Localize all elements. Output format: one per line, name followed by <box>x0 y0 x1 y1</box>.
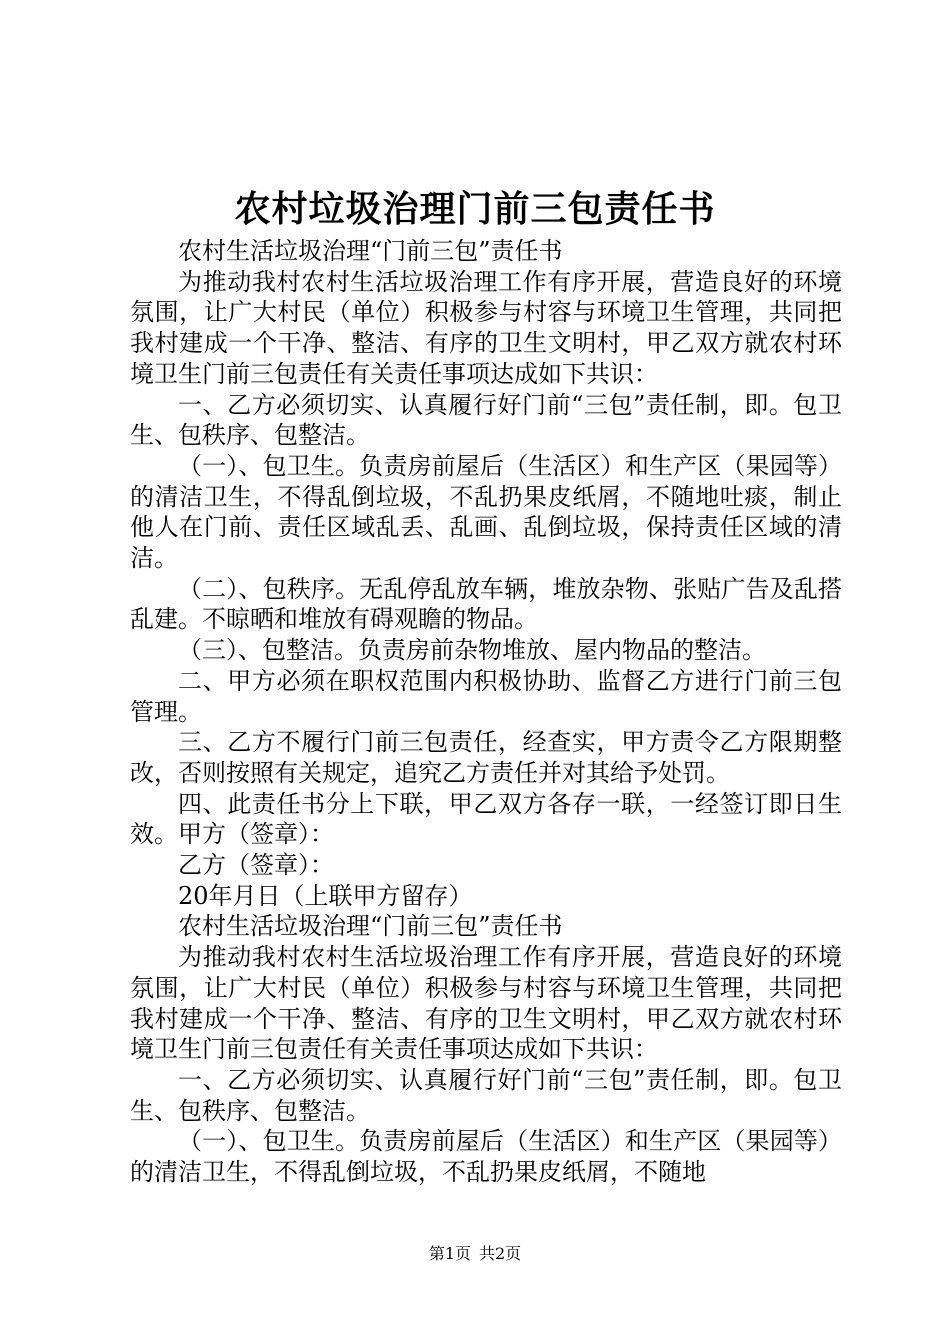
date-line: 20年月日（上联甲方留存） <box>178 881 473 910</box>
paragraph: （一）、包卫生。负责房前屋后（生活区）和生产区（果园等）的清洁卫生，不得乱倒垃圾，不乱扔果皮纸屑，不随地 <box>130 1127 842 1187</box>
paragraph: 四、此责任书分上下联，甲乙双方各存一联，一经签订即日生效。甲方（签章）： <box>130 789 842 849</box>
paragraph: 农村生活垃圾治理“门前三包”责任书 <box>178 237 563 265</box>
paragraph: 一、乙方必须切实、认真履行好门前“三包”责任制，即。包卫生、包秩序、包整洁。 <box>130 1065 842 1125</box>
document-body <box>130 236 842 1188</box>
page-total: 共2页 <box>479 1244 522 1263</box>
document-title: 农村垃圾治理门前三包责任书 <box>234 188 716 230</box>
paragraph: 为推动我村农村生活垃圾治理工作有序开展，营造良好的环境氛围，让广大村民（单位）积极参与村容与环境卫生管理，共同把我村建成一个干净、整洁、有序的卫生文明村，甲乙双方就农村环境卫生门前三包责任有关责任事项达成如下共识： <box>130 943 842 1064</box>
page-number: 第1页 <box>428 1244 471 1263</box>
paragraph: 一、乙方必须切实、认真履行好门前“三包”责任制，即。包卫生、包秩序、包整洁。 <box>130 390 842 450</box>
page-footer <box>0 1243 950 1265</box>
paragraph: （三）、包整洁。负责房前杂物堆放、屋内物品的整洁。 <box>178 636 766 665</box>
paragraph: 二、甲方必须在职权范围内积极协助、监督乙方进行门前三包管理。 <box>130 666 842 726</box>
paragraph: 为推动我村农村生活垃圾治理工作有序开展，营造良好的环境氛围，让广大村民（单位）积极参与村容与环境卫生管理，共同把我村建成一个干净、整洁、有序的卫生文明村，甲乙双方就农村环境卫生门前三包责任有关责任事项达成如下共识： <box>130 267 842 388</box>
paragraph: 三、乙方不履行门前三包责任，经查实，甲方责令乙方限期整改，否则按照有关规定，追究乙方责任并对其给予处罚。 <box>130 728 842 787</box>
paragraph: （二）、包秩序。无乱停乱放车辆，堆放杂物、张贴广告及乱搭乱建。不晾晒和堆放有碍观瞻的物品。 <box>130 574 842 634</box>
paragraph: （一）、包卫生。负责房前屋后（生活区）和生产区（果园等）的清洁卫生，不得乱倒垃圾，不乱扔果皮纸屑，不随地吐痰，制止他人在门前、责任区域乱丢、乱画、乱倒垃圾，保持责任区域的清洁。 <box>130 451 842 573</box>
paragraph: 农村生活垃圾治理“门前三包”责任书 <box>178 912 563 941</box>
signature-line: 乙方（签章）： <box>178 851 334 880</box>
